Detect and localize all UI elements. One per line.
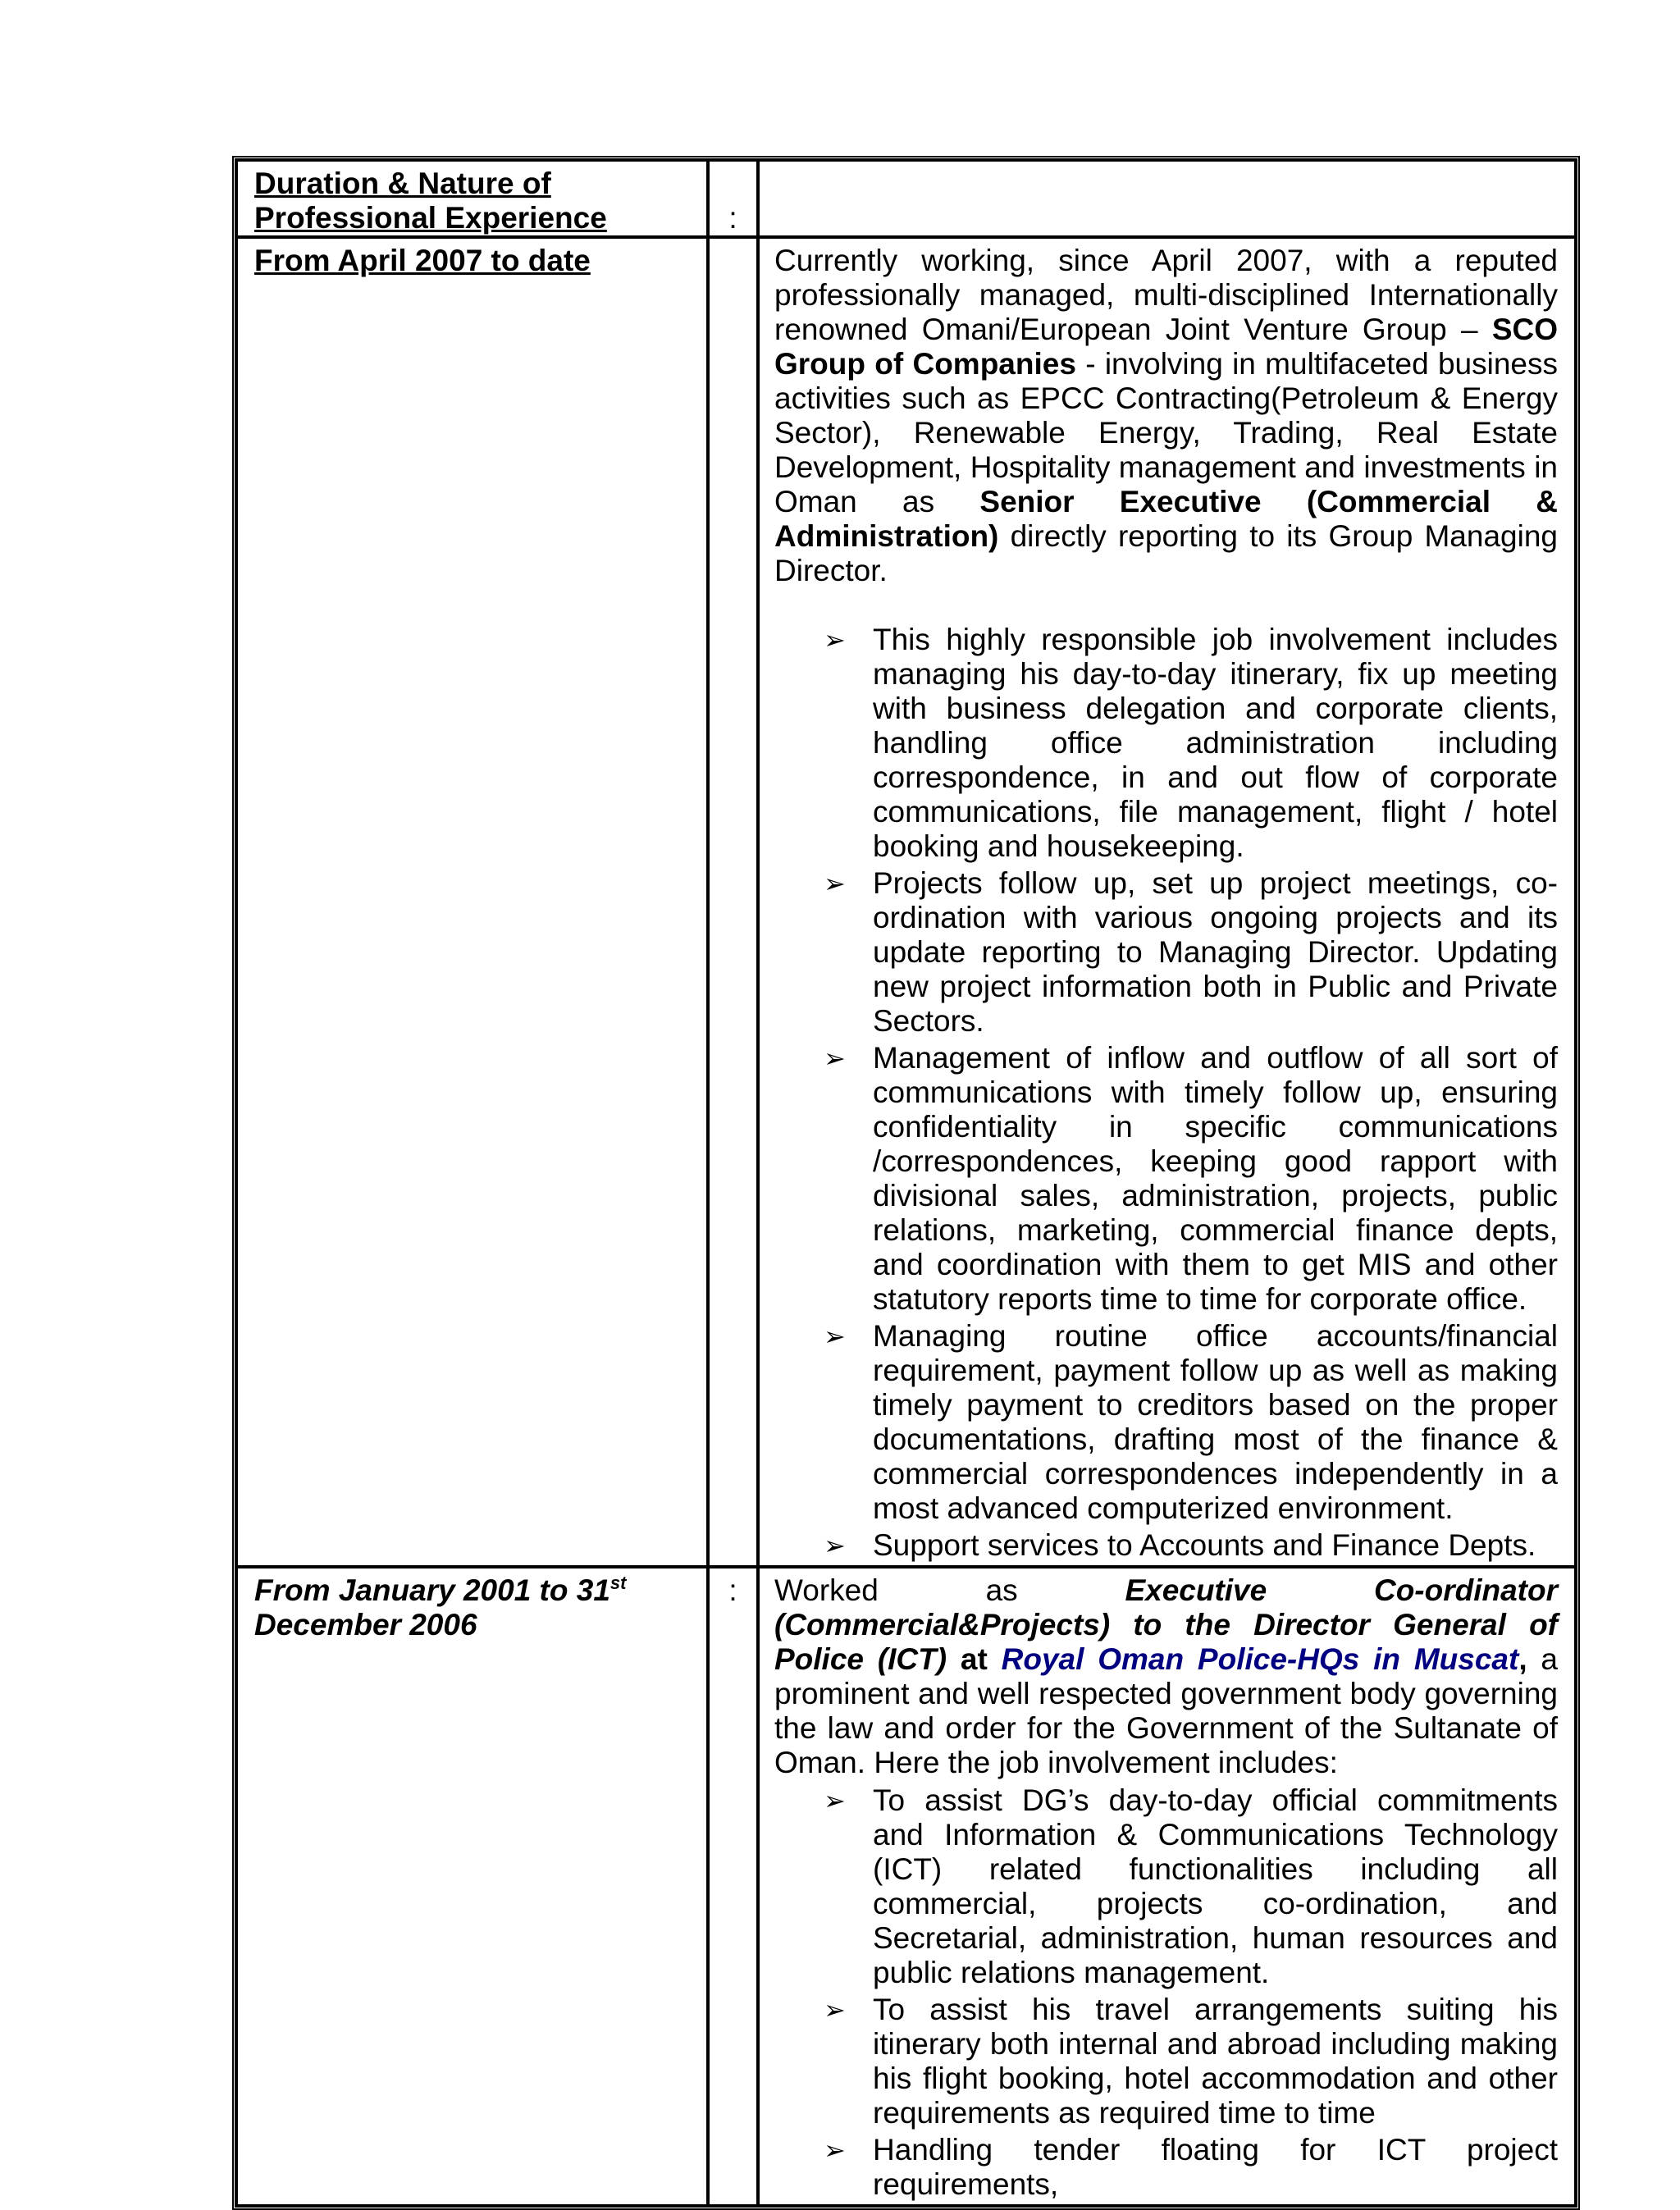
list-item	[824, 866, 1558, 1039]
period-label	[254, 1573, 693, 1608]
arrow-bullet-icon: ➢	[824, 1531, 846, 1560]
list-item-text: Handling tender floating for ICT project requirements,	[873, 2133, 1558, 2201]
header-label-cell	[236, 160, 708, 237]
period-label-start: From January 2001 to 31	[254, 1573, 610, 1607]
header-empty-cell	[758, 160, 1576, 237]
table-row	[236, 1567, 1576, 2206]
period-cell	[236, 1567, 708, 2206]
intro-comma: ,	[1518, 1642, 1527, 1676]
intro-text-2: a prominent and well respected government body governing the law and order for the Government of the Sultanate of Oman. Here the job involvement includes:	[774, 1642, 1558, 1779]
company-name: SCO Group of Companies	[774, 313, 1558, 381]
table-row	[236, 237, 1576, 1567]
header-colon: :	[728, 201, 737, 235]
list-item	[824, 1528, 1558, 1563]
list-item	[824, 2133, 1558, 2202]
job-position: Senior Executive (Commercial & Administration)	[774, 485, 1558, 553]
description-cell	[758, 237, 1576, 1567]
duties-list	[774, 623, 1558, 1563]
colon-cell	[708, 1567, 758, 2206]
list-item-text: Management of inflow and outflow of all sort of communications with timely follow up, ensuring confidentiality in specific communications /correspondences, keeping good rapport with divisional sales, administration, projects, public relations, marketing, commercial finance depts, and coordination with them to get MIS and other statutory reports time to time for corporate office.	[873, 1041, 1558, 1316]
list-item-text: Support services to Accounts and Finance Depts.	[873, 1528, 1536, 1562]
arrow-bullet-icon: ➢	[824, 2135, 846, 2165]
description-cell	[758, 1567, 1576, 2206]
intro-text-1: Worked as	[774, 1573, 1125, 1607]
arrow-bullet-icon: ➢	[824, 869, 846, 898]
list-item	[824, 1993, 1558, 2130]
arrow-bullet-icon: ➢	[824, 1995, 846, 2025]
experience-table	[232, 156, 1580, 2210]
arrow-bullet-icon: ➢	[824, 1786, 846, 1815]
arrow-bullet-icon: ➢	[824, 625, 846, 655]
period-label-end: December 2006	[254, 1608, 477, 1642]
period-label: From April 2007 to date	[254, 244, 591, 277]
list-item	[824, 623, 1558, 864]
colon-cell	[708, 237, 758, 1567]
header-colon-cell	[708, 160, 758, 237]
arrow-bullet-icon: ➢	[824, 1043, 846, 1073]
list-item-text: To assist DG’s day-to-day official commitments and Information & Communications Technology (ICT) related functionalities including all commercial, projects co-ordination, and Secretarial, administration, human resources and public relations management.	[873, 1783, 1558, 1989]
list-item	[824, 1783, 1558, 1990]
intro-text-2: - involving in multifaceted business activities such as EPCC Contracting(Petroleum & Energy Sector), Renewable Energy, Trading, Real Estate Development, Hospitality management and investments in Oman as	[774, 347, 1558, 518]
job-position: Executive Co-ordinator (Commercial&Projects) to the Director General of Police (ICT)	[774, 1573, 1558, 1676]
duties-list	[774, 1783, 1558, 2202]
intro-text-1: Currently working, since April 2007, with a reputed professionally managed, multi-disciplined Internationally renowned Omani/European Joint Venture Group –	[774, 244, 1558, 346]
job-intro-paragraph	[774, 1573, 1558, 1780]
intro-text-3: directly reporting to its Group Managing Director.	[774, 519, 1558, 587]
period-ordinal-suffix: st	[609, 1573, 627, 1593]
organization-name: Royal Oman Police-HQs in Muscat	[1001, 1642, 1519, 1676]
job-intro-paragraph	[774, 244, 1558, 588]
list-item	[824, 1319, 1558, 1526]
table-header-row	[236, 160, 1576, 237]
row-colon: :	[728, 1573, 737, 1607]
intro-at: at	[947, 1642, 1002, 1676]
period-cell	[236, 237, 708, 1567]
list-item	[824, 1041, 1558, 1317]
arrow-bullet-icon: ➢	[824, 1322, 846, 1351]
header-label-line1: Duration & Nature of	[254, 167, 551, 200]
list-item-text: To assist his travel arrangements suiting his itinerary both internal and abroad including making his flight booking, hotel accommodation and other requirements as required time to time	[873, 1993, 1558, 2130]
list-item-text: Managing routine office accounts/financial requirement, payment follow up as well as making timely payment to creditors based on the proper documentations, drafting most of the finance & commercial correspondences independently in a most advanced computerized environment.	[873, 1319, 1558, 1525]
list-item-text: Projects follow up, set up project meetings, co-ordination with various ongoing projects and its update reporting to Managing Director. Updating new project information both in Public and Private Sectors.	[873, 866, 1558, 1038]
header-label-line2: Professional Experience	[254, 201, 607, 235]
list-item-text: This highly responsible job involvement includes managing his day-to-day itinerary, fix up meeting with business delegation and corporate clients, handling office administration including correspondence, in and out flow of corporate communications, file management, flight / hotel booking and housekeeping.	[873, 623, 1558, 863]
